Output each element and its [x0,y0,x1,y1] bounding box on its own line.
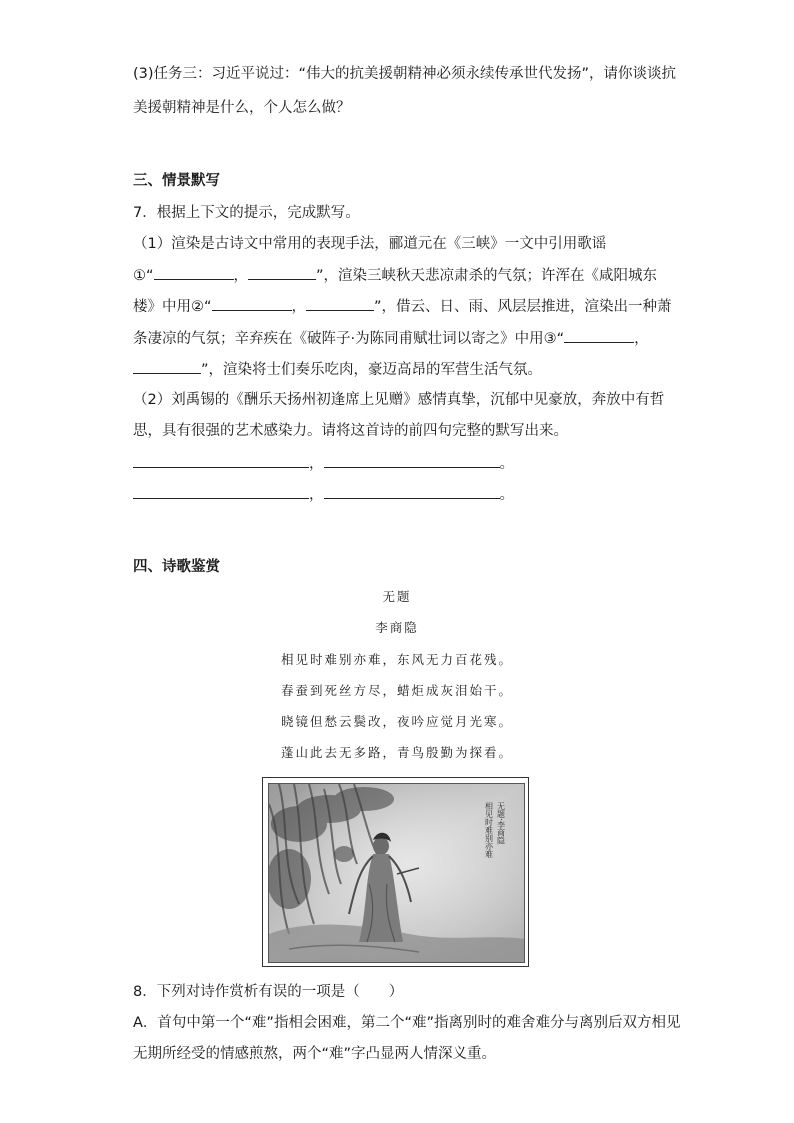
comma: ， [309,456,324,472]
q7-part1-line2-text: ”，渲染三峡秋天悲凉肃杀的气氛；许浑在《咸阳城东 [316,268,658,284]
question8-stem: 8．下列对诗作赏析有误的一项是（ ） [133,984,404,1000]
fill-blank-3a[interactable] [564,328,634,343]
poem-line-3: 晓镜但愁云鬓改，夜吟应觉月光寒。 [280,714,513,729]
q7-part2-line1: （2）刘禹锡的《酬乐天扬州初逢席上见赠》感情真挚，沉郁中见豪放，奔放中有哲 [133,392,665,408]
fill-blank-5b[interactable] [324,484,500,499]
fill-blank-1b[interactable] [248,265,316,280]
q7-part2-line2: 思，具有很强的艺术感染力。请将这首诗的前四句完整的默写出来。 [133,423,568,439]
painting-canvas [268,783,525,963]
q8-option-a-line1[interactable]: A．首句中第一个“难”指相会困难，第二个“难”指离别时的难舍难分与离别后双方相见 [133,1015,681,1031]
q7-part1-line3-text: ”，借云、日、雨、风层层推进，渲染出一种萧 [374,299,672,315]
period: 。 [499,456,514,472]
poem-line-1: 相见时难别亦难，东风无力百花残。 [280,652,513,667]
fill-blank-3b[interactable] [133,359,201,374]
fill-blank-1a[interactable] [154,265,234,280]
painting-svg [269,784,524,962]
q7-part1-line5-text: ”，渲染将士们奏乐吃肉，豪迈高昂的军营生活气氛。 [201,362,543,378]
fill-blank-2b[interactable] [306,296,374,311]
q7-part1-line5 [133,359,542,380]
task3-line2: 美援朝精神是什么，个人怎么做？ [133,100,351,116]
fill-blank-2a[interactable] [212,296,292,311]
q7-part1-line4-text: 条凄凉的气氛；辛弃疾在《破阵子·为陈同甫赋壮词以寄之》中用③“ [133,331,565,347]
fill-blank-4a[interactable] [133,453,309,468]
q7-part1-line3 [133,296,672,317]
question7-stem: 7．根据上下文的提示，完成默写。 [133,205,360,221]
poem-blank-row-2 [133,484,514,505]
poem-author: 李商隐 [375,620,419,635]
answer-label-2: 楼》中用②“ [133,299,212,315]
comma: ， [233,268,249,284]
poem-line-4: 蓬山此去无多路，青鸟殷勤为探看。 [280,745,513,760]
q7-part1-line1: （1）渲染是古诗文中常用的表现手法，郦道元在《三峡》一文中引用歌谣 [133,236,607,252]
poem-line-2: 春蚕到死丝方尽，蜡炬成灰泪始干。 [280,683,513,698]
fill-blank-4b[interactable] [324,453,500,468]
comma: ， [634,331,649,347]
section3-title: 三、情景默写 [133,173,220,189]
q7-part1-line2 [133,265,657,286]
fill-blank-5a[interactable] [133,484,309,499]
inscription-col-1: 无题·李商隐 [496,802,506,845]
section4-title: 四、诗歌鉴赏 [133,559,220,575]
q7-part1-line4 [133,328,649,349]
inscription-col-2: 相见时难别亦难 [484,802,494,858]
poem-blank-row-1 [133,453,514,474]
period: 。 [499,487,514,503]
poem-title: 无题 [382,589,412,604]
task3-line1: (3)任务三：习近平说过：“伟大的抗美援朝精神必须永续传承世代发扬”，请你谈谈抗 [133,66,677,82]
answer-label-1: ①“ [133,268,154,284]
comma: ， [291,299,307,315]
comma: ， [309,487,324,503]
q8-option-a-line2[interactable]: 无期所经受的情感煎熬，两个“难”字凸显两人情深义重。 [133,1046,497,1062]
ink-painting-illustration [262,777,529,967]
